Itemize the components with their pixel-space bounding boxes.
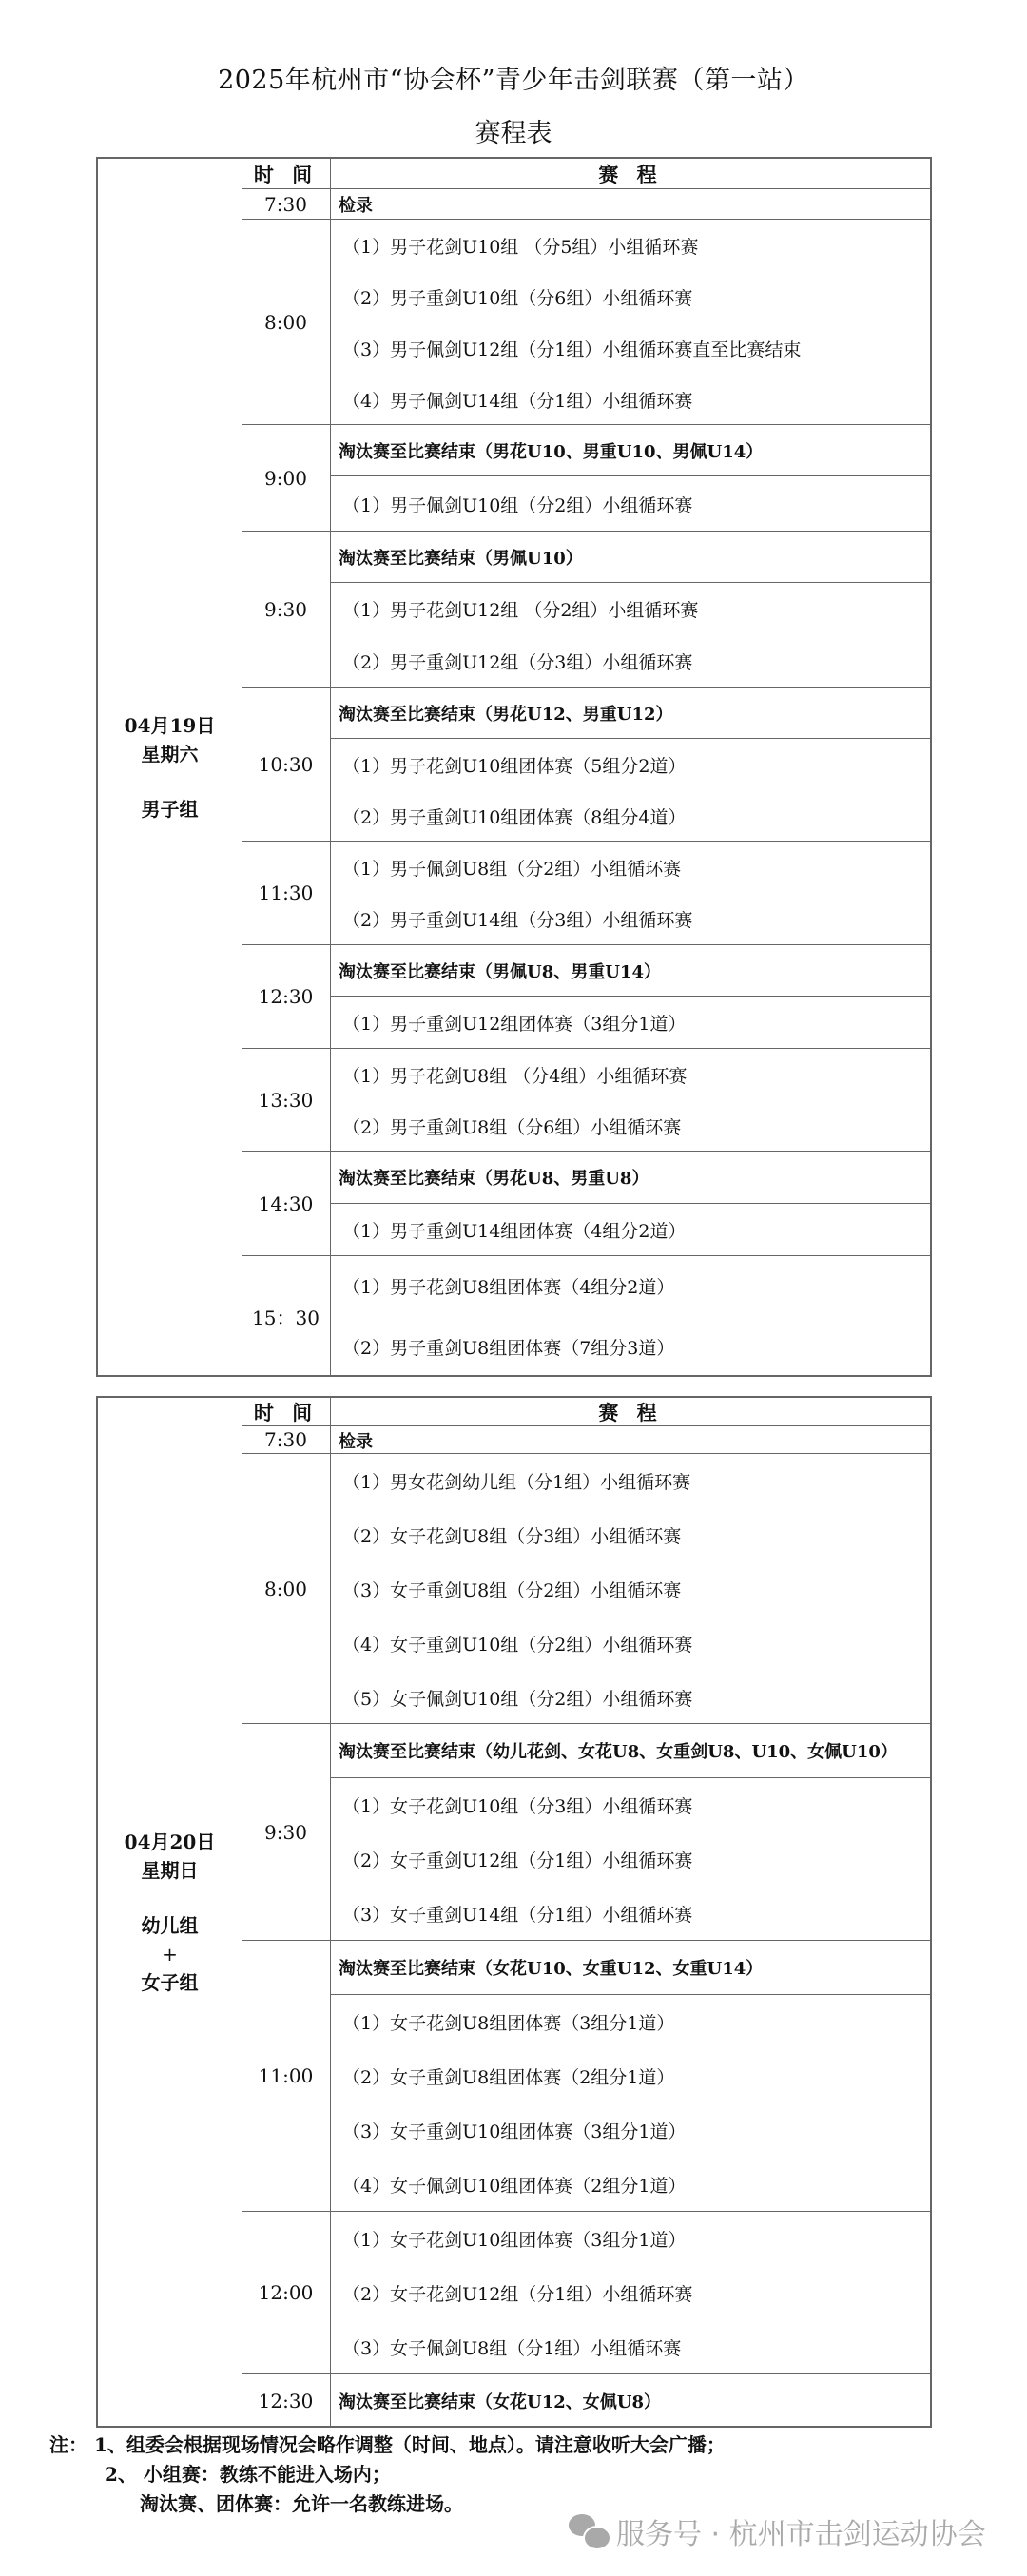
time-slot-row — [242, 189, 930, 220]
slot-time: 7:30 — [242, 189, 331, 219]
time-slot-row — [242, 425, 930, 532]
header-schedule: 赛 程 — [598, 162, 663, 186]
event-item: （2）男子重剑U10组团体赛（8组分4道） — [342, 806, 687, 828]
event-item: （1）男子花剑U10组团体赛（5组分2道） — [342, 755, 687, 777]
event-heading: 淘汰赛至比赛结束（男花U8、男重U8） — [331, 1152, 930, 1204]
slot-events — [331, 532, 930, 687]
day2-weekday: 星期日 — [141, 1858, 199, 1882]
event-item: （4）女子佩剑U10组团体赛（2组分1道） — [342, 2176, 687, 2197]
event-item: （1）男子重剑U12组团体赛（3组分1道） — [342, 1014, 687, 1035]
time-slot-row — [242, 1454, 930, 1724]
event-item: （3）女子重剑U10组团体赛（3组分1道） — [342, 2121, 687, 2142]
slot-time: 13:30 — [242, 1049, 331, 1151]
time-slot-row — [242, 2374, 930, 2427]
slot-events — [331, 2374, 930, 2427]
event-item: （1）男子花剑U8组团体赛（4组分2道） — [342, 1277, 675, 1298]
event-item: （1）女子花剑U10组团体赛（3组分1道） — [342, 2230, 687, 2251]
slot-events — [331, 189, 930, 219]
event-item: （1）男子花剑U10组 （分5组）小组循环赛 — [342, 236, 699, 258]
slot-events — [331, 1049, 930, 1151]
day2-group-plus: + — [162, 1942, 178, 1966]
slot-time: 10:30 — [242, 688, 331, 841]
slot-events — [331, 1724, 930, 1940]
wechat-icon — [569, 2514, 609, 2548]
table-header-row — [242, 1398, 930, 1426]
event-item: （2）女子花剑U12组（分1组）小组循环赛 — [342, 2284, 693, 2305]
document-subtitle: 赛程表 — [475, 119, 552, 148]
event-item: （2）男子重剑U10组（分6组）小组循环赛 — [342, 287, 693, 309]
event-heading: 淘汰赛至比赛结束（幼儿花剑、女花U8、女重剑U8、U10、女佩U10） — [331, 1724, 930, 1778]
slot-time: 9:00 — [242, 425, 331, 531]
event-item: （1）男女花剑幼儿组（分1组）小组循环赛 — [342, 1472, 691, 1493]
slot-time: 12:30 — [242, 2374, 331, 2427]
time-slot-row — [242, 945, 930, 1049]
schedule-table-day1 — [96, 157, 932, 1377]
event-item: （3）女子佩剑U8组（分1组）小组循环赛 — [342, 2338, 682, 2359]
slot-time: 14:30 — [242, 1152, 331, 1255]
table-header-row — [242, 159, 930, 189]
note-2b: 淘汰赛、团体赛：允许一名教练进场。 — [140, 2492, 463, 2515]
event-item: （2）女子花剑U8组（分3组）小组循环赛 — [342, 1526, 682, 1547]
slot-time: 9:30 — [242, 1724, 331, 1940]
event-heading: 检录 — [339, 196, 373, 216]
event-item: （2）女子重剑U8组团体赛（2组分1道） — [342, 2067, 675, 2088]
slot-time: 12:30 — [242, 945, 331, 1048]
slot-time: 9:30 — [242, 532, 331, 687]
time-slot-row — [242, 842, 930, 945]
day1-date: 04月19日 — [124, 713, 216, 737]
schedule-table-day2 — [96, 1396, 932, 2428]
event-heading: 检录 — [339, 1431, 373, 1452]
day2-date-cell — [98, 1398, 242, 2426]
slot-time: 8:00 — [242, 1454, 331, 1723]
event-item: （1）男子佩剑U10组（分2组）小组循环赛 — [342, 494, 693, 516]
time-slot-row — [242, 688, 930, 842]
event-item: （5）女子佩剑U10组（分2组）小组循环赛 — [342, 1688, 693, 1710]
slot-events — [331, 1941, 930, 2211]
slot-events — [331, 842, 930, 944]
slot-events — [331, 220, 930, 424]
document-title: 2025年杭州市“协会杯”青少年击剑联赛（第一站） — [218, 66, 809, 95]
slot-events — [331, 425, 930, 531]
event-item: （2）女子重剑U12组（分1组）小组循环赛 — [342, 1850, 693, 1871]
event-heading: 淘汰赛至比赛结束（男花U10、男重U10、男佩U14） — [331, 425, 930, 476]
event-item: （4）女子重剑U10组（分2组）小组循环赛 — [342, 1635, 693, 1656]
time-slot-row — [242, 1941, 930, 2212]
day1-date-cell — [98, 159, 242, 1375]
day1-group: 男子组 — [141, 797, 199, 821]
day2-group-1: 幼儿组 — [141, 1913, 199, 1937]
event-item: （4）男子佩剑U14组（分1组）小组循环赛 — [342, 390, 693, 412]
event-item: （1）男子花剑U8组 （分4组）小组循环赛 — [342, 1065, 688, 1087]
slot-time: 8:00 — [242, 220, 331, 424]
event-item: （2）男子重剑U8组（分6组）小组循环赛 — [342, 1116, 682, 1138]
event-item: （3）女子重剑U8组（分2组）小组循环赛 — [342, 1580, 682, 1601]
event-item: （1）男子佩剑U8组（分2组）小组循环赛 — [342, 858, 682, 880]
event-item: （3）女子重剑U14组（分1组）小组循环赛 — [342, 1905, 693, 1926]
day1-weekday: 星期六 — [141, 742, 199, 765]
note-2: 2、 小组赛：教练不能进入场内； — [105, 2463, 391, 2486]
event-item: （2）男子重剑U14组（分3组）小组循环赛 — [342, 910, 693, 931]
watermark — [569, 2510, 986, 2552]
header-time: 时 间 — [242, 1398, 331, 1425]
event-heading: 淘汰赛至比赛结束（女花U12、女佩U8） — [339, 2392, 661, 2412]
header-time: 时 间 — [242, 159, 331, 188]
day2-group-2: 女子组 — [141, 1970, 199, 1994]
header-schedule: 赛 程 — [598, 1400, 663, 1424]
time-slot-row — [242, 1256, 930, 1377]
event-item: （1）男子花剑U12组 （分2组）小组循环赛 — [342, 600, 699, 621]
event-heading: 淘汰赛至比赛结束（女花U10、女重U12、女重U14） — [331, 1941, 930, 1995]
slot-time: 11:30 — [242, 842, 331, 944]
event-item: （1）女子花剑U8组团体赛（3组分1道） — [342, 2013, 675, 2034]
time-slot-row — [242, 1152, 930, 1256]
event-item: （1）男子重剑U14组团体赛（4组分2道） — [342, 1221, 687, 1242]
event-item: （2）男子重剑U8组团体赛（7组分3道） — [342, 1337, 675, 1359]
note-1: 1、组委会根据现场情况会略作调整（时间、地点）。请注意收听大会广播； — [93, 2433, 726, 2456]
event-item: （1）女子花剑U10组（分3组）小组循环赛 — [342, 1796, 693, 1817]
notes-label: 注： — [49, 2433, 87, 2456]
event-item: （2）男子重剑U12组（分3组）小组循环赛 — [342, 652, 693, 673]
slot-events — [331, 1256, 930, 1377]
time-slot-row — [242, 220, 930, 425]
watermark-text: 服务号 · 杭州市击剑运动协会 — [616, 2518, 986, 2551]
event-heading: 淘汰赛至比赛结束（男佩U10） — [331, 532, 930, 583]
slot-events — [331, 1426, 930, 1453]
time-slot-row — [242, 1049, 930, 1152]
event-heading: 淘汰赛至比赛结束（男花U12、男重U12） — [331, 688, 930, 739]
time-slot-row — [242, 2212, 930, 2374]
time-slot-row — [242, 1426, 930, 1454]
time-slot-row — [242, 532, 930, 688]
slot-events — [331, 1454, 930, 1723]
slot-time: 12:00 — [242, 2212, 331, 2373]
slot-time: 11:00 — [242, 1941, 331, 2211]
slot-time: 7:30 — [242, 1426, 331, 1453]
event-item: （3）男子佩剑U12组（分1组）小组循环赛直至比赛结束 — [342, 339, 802, 360]
slot-events — [331, 1152, 930, 1255]
slot-events — [331, 688, 930, 841]
slot-events — [331, 945, 930, 1048]
time-slot-row — [242, 1724, 930, 1941]
event-heading: 淘汰赛至比赛结束（男佩U8、男重U14） — [331, 945, 930, 997]
slot-events — [331, 2212, 930, 2373]
slot-time: 15：30 — [242, 1256, 331, 1377]
notes — [49, 2431, 726, 2519]
day2-date: 04月20日 — [124, 1830, 216, 1853]
